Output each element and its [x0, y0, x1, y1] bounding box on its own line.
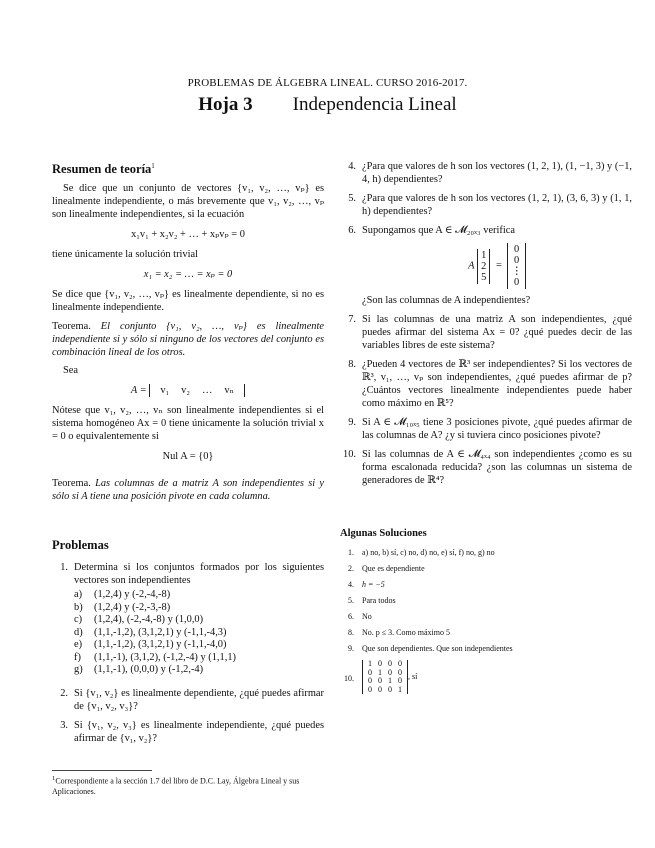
- problem-1-subitems: [74, 589, 324, 677]
- subitem: a) (1,2,4) y (-2,-4,-8): [74, 589, 171, 601]
- subitem: g) (1,1,-1), (0,0,0) y (-1,2,-4): [74, 664, 204, 676]
- solution-item: 10. 1 0 0 0 0 1 0 0 0 0 1 0 0 0 0 1 , sí: [344, 659, 418, 694]
- solution-item: 2. Que es dependiente: [348, 564, 425, 573]
- theory-heading: Resumen de teoría$^1$: [52, 162, 155, 177]
- sheet-label: Hoja 3: [198, 94, 253, 115]
- right-column: [340, 160, 632, 700]
- problem-4: 4. ¿Para que valores de h son los vectores (1, 2, 1), (1, −1, 3) y (−1, 4, h) dependientes?: [348, 161, 632, 185]
- topic-title: Independencia Lineal: [292, 94, 457, 115]
- zero-vector: 0 0 ⋮ 0: [507, 243, 525, 289]
- solution-item: 4. h = −5: [348, 580, 385, 589]
- solution-item: 1. a) no, b) sí, c) no, d) no, e) sí, f) no, g) no: [348, 548, 495, 557]
- problem-5: 5. ¿Para que valores de h son los vectores (1, 2, 1), (3, 6, 3) y (1, 1, h) dependientes?: [348, 193, 632, 217]
- problem-8: 8. ¿Pueden 4 vectores de ℝ³ ser independientes? Si los vectores de ℝ³, v₁, …, vₚ son independientes, ¿qué puedes afirmar de p? ¿Cuántos vectores linealmente independientes puede haber como máximo en ℝ⁵?: [348, 359, 632, 409]
- equation-trivial-solution: x₁ = x₂ = … = xₚ = 0: [143, 269, 233, 281]
- equation-linear-combination: x₁v₁ + x₂v₂ + … + xₚvₚ = 0: [131, 229, 245, 241]
- solution-item: 9. Que son dependientes. Que son independientes: [348, 644, 513, 653]
- problem-6-equation: A 1 2 5 = 0 0 ⋮ 0: [362, 243, 632, 289]
- course-header: PROBLEMAS DE ÁLGEBRA LINEAL. CURSO 2016-2017.: [187, 77, 468, 89]
- left-column: [52, 160, 324, 751]
- problems-heading: Problemas: [52, 538, 109, 553]
- solutions-list: [340, 548, 632, 694]
- subitem: e) (1,1,-1,2), (3,1,2,1) y (-1,1,-4,0): [74, 639, 227, 651]
- problem-2: 2. Si {v₁, v₂} es linealmente dependiente, ¿qué puedes afirmar de {v₁, v₂, v₃}?: [60, 687, 324, 712]
- footnote-rule: [52, 770, 152, 771]
- problems-list-left: [52, 561, 324, 745]
- vector-125: 1 2 5: [477, 249, 490, 284]
- solutions-heading: Algunas Soluciones: [340, 528, 427, 539]
- subitem: c) (1,2,4), (-2,-4,-8) y (1,0,0): [74, 614, 204, 626]
- problem-7: 7. Si las columnas de una matriz A son independientes, ¿qué puedes afirmar del sistema Ax = 0? ¿qué puedes decir de las variables libres de este sistema?: [348, 314, 632, 351]
- theorem-1: Teorema. El conjunto {v₁, v₂, …, vₚ} es linealmente independiente si y sólo si ninguno de los vectores del conjunto es combinación lineal de los otros.: [52, 321, 324, 359]
- problem-10: 10. Si las columnas de A ∈ 𝓜₄ₓ₄ son independientes ¿como es su forma escalonada reducida? ¿son las columnas un sistema de generadores de ℝ⁴?: [343, 449, 632, 486]
- problems-list-right: [340, 160, 632, 487]
- sea-label: Sea: [63, 365, 79, 377]
- problem-3: 3. Si {v₁, v₂, v₃} es linealmente independiente, ¿qué puedes afirmar de {v₁, v₂}?: [60, 719, 324, 744]
- theory-paragraph-4: Nótese que v₁, v₂, …, vₙ son linealmente independientes si el sistema homogéneo Ax = 0 tiene únicamente la solución trivial x = 0 o equivalentemente si: [52, 405, 324, 443]
- solution-item: 6. No: [348, 612, 372, 621]
- solution-item: 8. No. p ≤ 3. Como máximo 5: [348, 628, 450, 637]
- matrix-A-columns: v₁ v₂ … vₙ: [149, 384, 245, 397]
- subitem: f) (1,1,-1), (3,1,2), (-1,2,-4) y (1,1,1): [74, 651, 236, 663]
- subitem: b) (1,2,4) y (-2,-3,-8): [74, 601, 171, 613]
- solution-item: 5. Para todos: [348, 596, 396, 605]
- equation-matrix-A: A = v₁ v₂ … vₙ: [52, 384, 324, 397]
- theory-paragraph-3: Se dice que {v₁, v₂, …, vₚ} es linealmente dependiente, si no es linealmente independiente.: [52, 289, 324, 314]
- problem-9: 9. Si A ∈ 𝓜₁₀ₓ₅ tiene 3 posiciones pivote, ¿qué puedes afirmar de las columnas de A? ¿y si tuviera cinco posiciones pivote?: [348, 417, 632, 441]
- theory-paragraph-2: tiene únicamente la solución trivial: [52, 249, 198, 261]
- page-title: [0, 94, 655, 116]
- equation-null-space: Nul A = {0}: [162, 451, 214, 463]
- problem-1: 1. Determina si los conjuntos formados por los siguientes vectores son independientes a) (1,2,4) y (-2,-4,-8) b) (1,2,4) y (-2,-3,-8) c) (1,2,4), (-2,-4,-8) y (1,0,0) d) (1,1,-1,2), (3,1,2,1) y (-1,1,-4,3) e) (1,1,-1,2), (3,1,2,1) y (-1,1,-4,0) f) (1,1,-1), (3,1,2), (-1,2,-4) y (1,1,1) g) (1,1,-1), (0,0,0) y (-1,2,-4): [60, 562, 324, 676]
- subitem: d) (1,1,-1,2), (3,1,2,1) y (-1,1,-4,3): [74, 626, 227, 638]
- problem-6: 6. Supongamos que A ∈ 𝓜₂₀ₓ₃ verifica A 1 2 5 = 0 0 ⋮ 0 ¿Son las columnas de A independientes?: [340, 224, 632, 307]
- theory-paragraph-1: Se dice que un conjunto de vectores {v₁, v₂, …, vₚ} es linealmente independiente, o más brevemente que v₁, v₂, …, vₚ son linealmente independientes, si la ecuación: [52, 183, 324, 221]
- footnote: $^1$Correspondiente a la sección 1.7 del libro de D.C. Lay, Álgebra Lineal y sus Aplicaciones.: [52, 775, 300, 796]
- solutions-section: [340, 529, 632, 694]
- theorem-2: Teorema. Las columnas de a matriz A son independientes si y sólo si A tiene una posición pivote en cada columna.: [52, 478, 324, 503]
- identity-matrix: 1 0 0 0 0 1 0 0 0 0 1 0 0 0 0 1: [362, 660, 408, 694]
